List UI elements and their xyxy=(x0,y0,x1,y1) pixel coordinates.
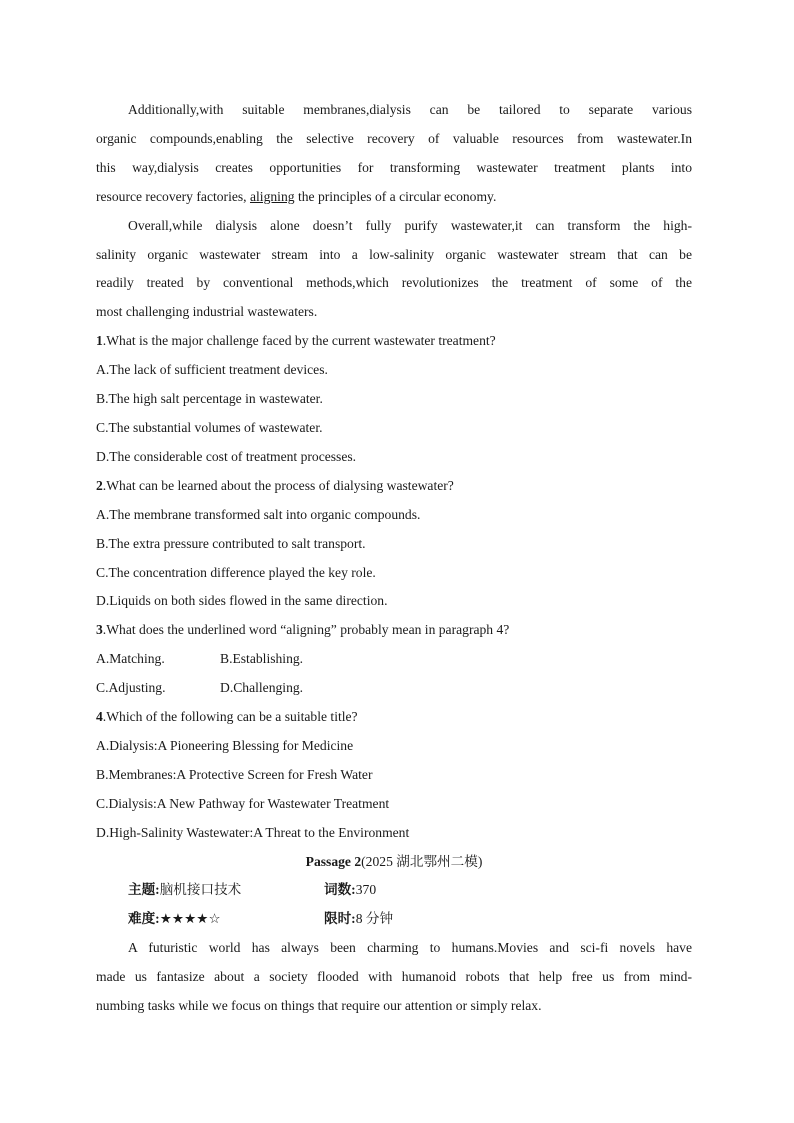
underlined-word: aligning xyxy=(249,188,295,204)
passage-source: (2025 湖北鄂州二模) xyxy=(361,853,483,869)
question-stem xyxy=(96,616,692,645)
topic xyxy=(128,876,324,905)
question-stem xyxy=(96,327,692,356)
question-text: .What is the major challenge faced by the current wastewater treatment? xyxy=(102,333,496,349)
question-2 xyxy=(96,472,692,617)
text-line: A futuristic world has always been charming to humans.Movies and sci-fi novels have xyxy=(128,940,692,956)
time-limit-label: 限时: xyxy=(324,911,356,927)
question-text: .What does the underlined word “aligning” probably mean in paragraph 4? xyxy=(102,622,510,638)
topic-value: 脑机接口技术 xyxy=(159,882,242,898)
question-number: 3 xyxy=(96,622,103,638)
text-line: salinity organic wastewater stream into a low-salinity organic wastewater stream that can be xyxy=(96,246,692,262)
option-c: C.Dialysis:A New Pathway for Wastewater Treatment xyxy=(96,795,390,811)
option-c: C.Adjusting. xyxy=(96,680,166,696)
text-line: numbing tasks while we focus on things that require our attention or simply relax. xyxy=(96,998,542,1014)
option-b: B.The high salt percentage in wastewater. xyxy=(96,391,323,407)
passage-meta-row xyxy=(96,876,692,905)
option-d: D.High-Salinity Wastewater:A Threat to the Environment xyxy=(96,824,410,840)
word-count-value: 370 xyxy=(355,882,377,898)
option-a: A.Matching. xyxy=(96,651,165,667)
paragraph-overall xyxy=(96,212,692,328)
option-b: B.Membranes:A Protective Screen for Fresh Water xyxy=(96,766,373,782)
question-3 xyxy=(96,616,692,703)
option-d: D.Challenging. xyxy=(220,680,304,696)
option-row xyxy=(96,645,692,674)
option-c: C.The substantial volumes of wastewater. xyxy=(96,419,323,435)
text-line: most challenging industrial wastewaters. xyxy=(96,304,318,320)
text-line: made us fantasize about a society flooded with humanoid robots that help free us from mind- xyxy=(96,969,692,985)
question-number: 2 xyxy=(96,477,103,493)
question-text: .Which of the following can be a suitable title? xyxy=(102,709,358,725)
text-line: Overall,while dialysis alone doesn’t fully purify wastewater,it can transform the high- xyxy=(128,217,692,233)
text-line xyxy=(96,183,692,212)
passage-title xyxy=(96,848,692,877)
question-text: .What can be learned about the process of dialysing wastewater? xyxy=(102,477,454,493)
question-number: 1 xyxy=(96,333,103,349)
passage-number: Passage 2 xyxy=(305,853,362,869)
document-page xyxy=(96,96,692,1021)
option-d: D.Liquids on both sides flowed in the same direction. xyxy=(96,593,388,609)
paragraph-futuristic-world xyxy=(96,934,692,1021)
question-1 xyxy=(96,327,692,472)
word-count-label: 词数: xyxy=(324,882,356,898)
difficulty-stars: ★★★★☆ xyxy=(159,911,221,927)
question-stem xyxy=(96,703,692,732)
option-b: B.Establishing. xyxy=(220,651,304,667)
question-stem xyxy=(96,472,692,501)
passage-meta-row xyxy=(96,905,692,934)
option-row xyxy=(96,674,692,703)
option-c: C.The concentration difference played the key role. xyxy=(96,564,376,580)
topic-label: 主题: xyxy=(128,882,160,898)
text-fragment: the principles of a circular economy. xyxy=(294,188,497,204)
text-line: organic compounds,enabling the selective recovery of valuable resources from wastewater.In xyxy=(96,130,692,146)
option-d: D.The considerable cost of treatment processes. xyxy=(96,448,357,464)
option-a: A.Dialysis:A Pioneering Blessing for Medicine xyxy=(96,737,354,753)
option-a: A.The lack of sufficient treatment devices. xyxy=(96,362,328,378)
word-count xyxy=(324,876,376,905)
question-number: 4 xyxy=(96,709,103,725)
difficulty xyxy=(128,905,324,934)
option-a: A.The membrane transformed salt into organic compounds. xyxy=(96,506,421,522)
text-line: this way,dialysis creates opportunities for transforming wastewater treatment plants into xyxy=(96,159,692,175)
paragraph-dialysis-resources xyxy=(96,96,692,212)
text-line: readily treated by conventional methods,which revolutionizes the treatment of some of the xyxy=(96,275,692,291)
text-fragment: resource recovery factories, xyxy=(96,188,250,204)
text-line: Additionally,with suitable membranes,dialysis can be tailored to separate various xyxy=(128,102,692,117)
time-limit xyxy=(324,905,393,934)
option-b: B.The extra pressure contributed to salt transport. xyxy=(96,535,366,551)
time-limit-value: 8 分钟 xyxy=(355,911,394,927)
question-4 xyxy=(96,703,692,848)
difficulty-label: 难度: xyxy=(128,911,160,927)
